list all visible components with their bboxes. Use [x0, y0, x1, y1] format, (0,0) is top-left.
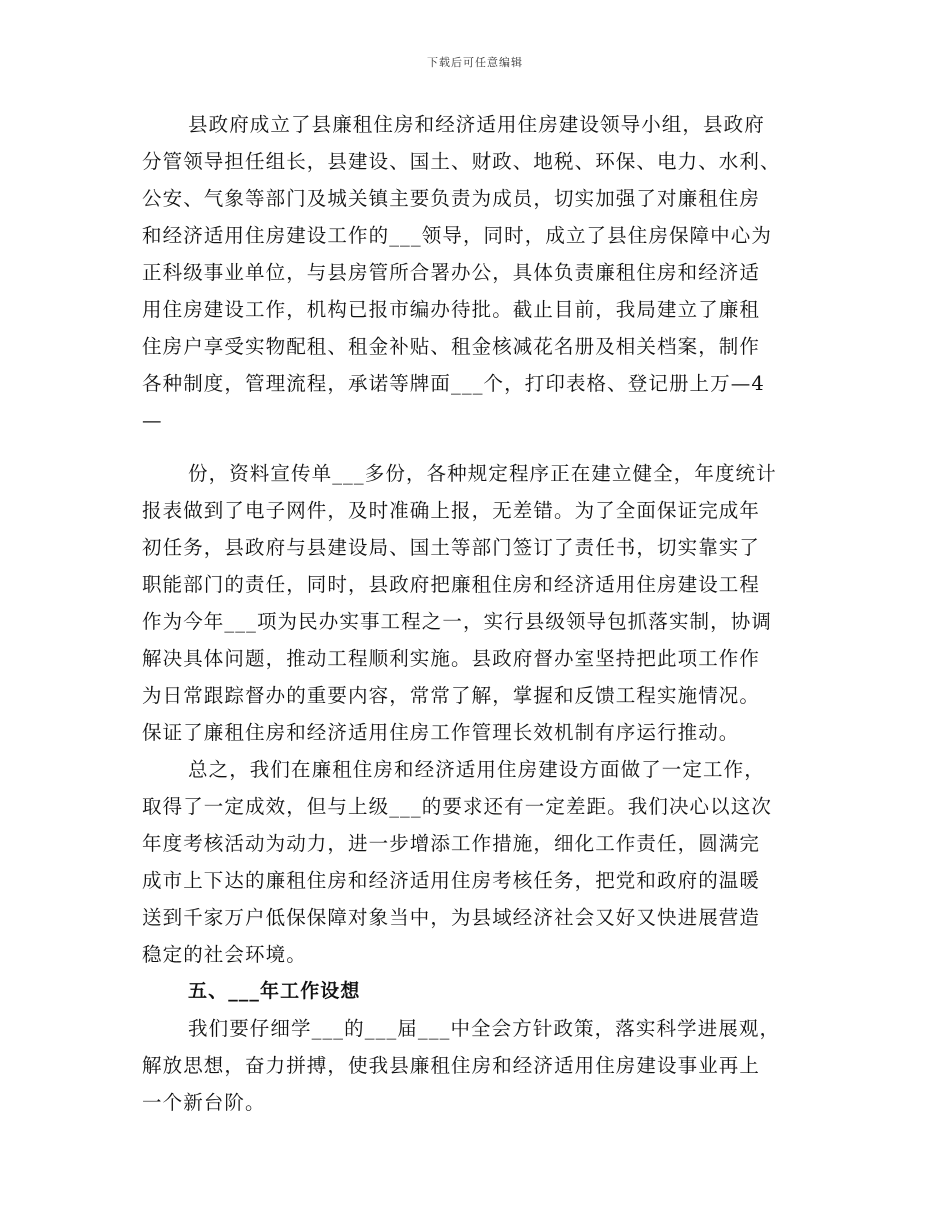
paragraph-line: 住房户享受实物配租、租金补贴、租金核减花名册及相关档案，制作: [142, 335, 761, 358]
paragraph-line: 分管领导担任组长，县建设、国土、财政、地税、环保、电力、水利、: [142, 150, 781, 173]
paragraph-line: 职能部门的责任，同时，县政府把廉租住房和经济适用住房建设工程: [142, 573, 761, 596]
paragraph-line: 成市上下达的廉租住房和经济适用住房考核任务，把党和政府的温暖: [142, 869, 761, 892]
paragraph-line: 保证了廉租住房和经济适用住房工作管理长效机制有序运行推动。: [142, 721, 740, 744]
paragraph-line: 我们要仔细学___的___届___中全会方针政策，落实科学进展观，: [188, 1017, 781, 1040]
paragraph-line: 为日常跟踪督办的重要内容，常常了解，掌握和反馈工程实施情况。: [142, 684, 761, 707]
paragraph-line: 解放思想，奋力拼搏，使我县廉租住房和经济适用住房建设事业再上: [142, 1054, 761, 1077]
paragraph-line: 和经济适用住房建设工作的___领导，同时，成立了县住房保障中心为: [142, 224, 772, 247]
paragraph-line: 初任务，县政府与县建设局、国土等部门签订了责任书，切实靠实了: [142, 536, 761, 559]
paragraph-line: 一个新台阶。: [142, 1091, 266, 1114]
paragraph-line: 县政府成立了县廉租住房和经济适用住房建设领导小组，县政府: [188, 113, 765, 136]
body-text: [142, 106, 814, 1121]
paragraph-line: 用住房建设工作，机构已报市编办待批。截止目前，我局建立了廉租: [142, 298, 761, 321]
section-heading: 五、___年工作设想: [188, 980, 361, 1002]
paragraph-line: 送到千家万户低保保障对象当中，为县域经济社会又好又快进展营造: [142, 906, 761, 929]
paragraph-line: 解决具体问题，推动工程顺利实施。县政府督办室坚持把此项工作作: [142, 647, 761, 670]
paragraph-line: 报表做到了电子网件，及时准确上报，无差错。为了全面保证完成年: [142, 499, 761, 522]
paragraph-line: 份，资料宣传单___多份，各种规定程序正在建立健全，年度统计: [188, 462, 777, 485]
header-note: 下载后可任意编辑: [427, 56, 523, 69]
paragraph-line: 正科级事业单位，与县房管所合署办公，具体负责廉租住房和经济适: [142, 261, 761, 284]
paragraph-line: 作为今年___项为民办实事工程之一，实行县级领导包抓落实制，协调: [142, 610, 772, 633]
paragraph-line: 公安、气象等部门及城关镇主要负责为成员，切实加强了对廉租住房: [142, 187, 761, 210]
paragraph-line: 年度考核活动为动力，进一步增添工作措施，细化工作责任，圆满完: [142, 832, 761, 855]
paragraph-line: 稳定的社会环境。: [142, 943, 307, 966]
paragraph-line: 取得了一定成效，但与上级___的要求还有一定差距。我们决心以这次: [142, 795, 772, 818]
paragraph-line: 总之，我们在廉租住房和经济适用住房建设方面做了一定工作，: [188, 758, 765, 781]
paragraph-line: —: [142, 409, 163, 432]
paragraph-line: 各种制度，管理流程，承诺等牌面___个，打印表格、登记册上万—4: [142, 372, 765, 395]
